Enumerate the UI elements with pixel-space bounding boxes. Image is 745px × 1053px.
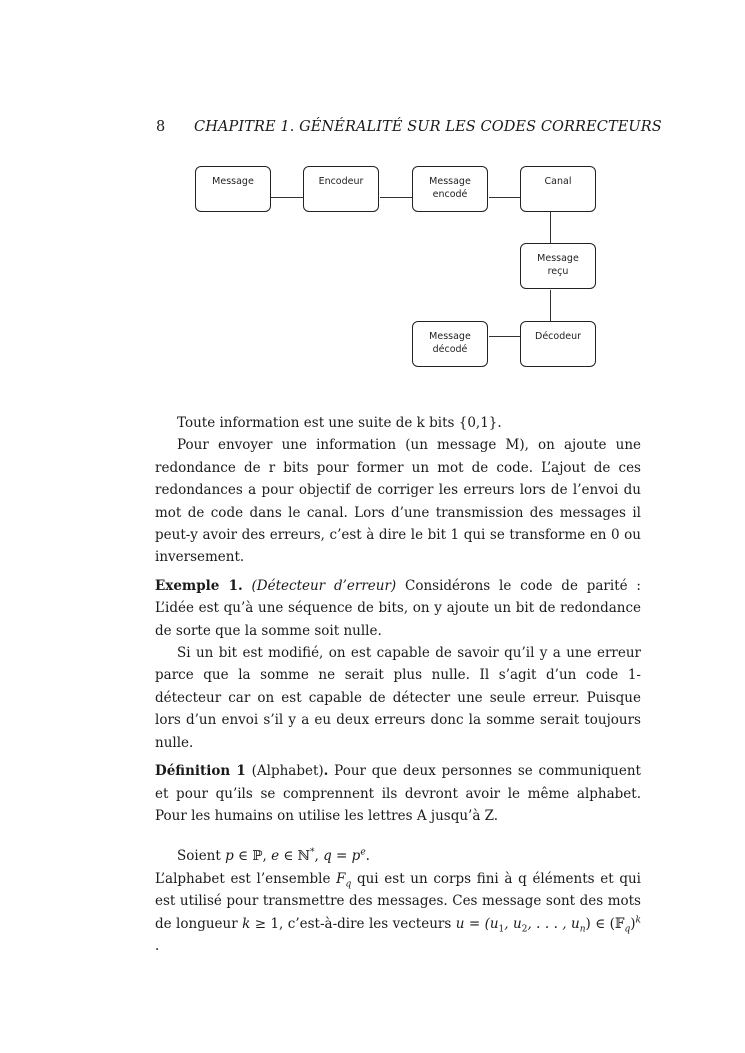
connector-decodeur-decode <box>489 336 521 337</box>
alphabet-vectors: c’est-à-dire les vecteurs <box>283 915 456 932</box>
math-end-2: . <box>155 937 160 954</box>
math-set-N: ℕ <box>297 848 310 865</box>
math-sub-1: 1 <box>498 924 505 935</box>
alphabet-pre: L’alphabet est l’ensemble <box>155 870 337 887</box>
math-u2: , u <box>504 915 522 932</box>
math-p: p <box>225 848 234 865</box>
box-decodeur <box>520 321 596 367</box>
body-text <box>155 412 641 957</box>
box-message-recu-line1: Message <box>537 253 579 264</box>
connector-encodeur-encode <box>380 197 412 198</box>
math-set-P: ℙ <box>252 848 263 865</box>
connector-message-encodeur <box>271 197 303 198</box>
example-title: (Détecteur d’erreur) <box>251 577 397 594</box>
paragraph-redondance: Pour envoyer une information (un message M), on ajoute une redondance de r bits pour former un mot de code. L’ajout de ces redondances a pour objectif de corriger les erreurs lors de l’envoi du mot de code dans le canal. Lors d’une transmission des messages il peut-y avoir des erreurs, c’est à dire le bit 1 qui se transforme en 0 ou inversement. <box>155 437 641 566</box>
math-q: q <box>323 848 332 865</box>
soient-line <box>155 845 641 867</box>
math-sub-2: 2 <box>521 924 528 935</box>
connector-recu-decodeur <box>550 290 551 321</box>
box-message-recu-line2: reçu <box>547 266 569 277</box>
math-geq: ≥ 1, <box>250 915 284 932</box>
box-canal-label: Canal <box>544 176 572 187</box>
box-message-decode-line1: Message <box>429 331 471 342</box>
paragraph-detection: Si un bit est modifié, on est capable de savoir qu’il y a une erreur parce que la somme ne serait plus nulle. Il s’agit d’un code 1-détecteur car on est capable de détecter une seule erreur. Puisque lors d’un envoi s’il y a eu deux erreurs donc la somme serait toujours nulle. <box>155 645 641 751</box>
math-vec: u = (u <box>455 915 499 932</box>
definition-title: (Alphabet) <box>245 763 324 780</box>
math-e: e <box>271 848 280 865</box>
math-comma-1: , <box>262 848 272 865</box>
math-close: ) ∈ ( <box>585 915 615 932</box>
math-Fq: 𝔽 <box>614 915 625 932</box>
box-encodeur <box>303 166 379 212</box>
math-sup-k: k <box>635 915 642 926</box>
alphabet-post: qui est un corps fini à q éléments et qui est utilisé pour transmettre des messages. Ces message sont des mots de longueur <box>155 870 641 932</box>
example-label: Exemple 1. <box>155 577 243 594</box>
example-block <box>155 575 641 642</box>
math-k: k <box>242 915 251 932</box>
definition-text: Pour que deux personnes se communiquent et pour qu’ils se comprennent ils devront avoir le même alphabet. Pour les humains on utilise les lettres A jusqu’à Z. <box>155 763 641 824</box>
soient-lead: Soient <box>177 848 226 865</box>
math-sub-n: n <box>579 924 586 935</box>
connector-encode-canal <box>489 197 521 198</box>
box-encodeur-label: Encodeur <box>318 176 364 187</box>
math-close-2: ) <box>630 915 636 932</box>
math-sup-e: e <box>360 847 366 858</box>
math-sub-q-2: q <box>624 924 631 935</box>
example-text: Considérons le code de parité : L’idée est qu’à une séquence de bits, on y ajoute un bit de redondance de sorte que la somme soit nulle. <box>155 577 641 639</box>
transmission-diagram <box>185 160 610 380</box>
definition-label: Définition 1 <box>155 763 246 780</box>
math-in-2: ∈ <box>279 848 298 865</box>
connector-canal-recu <box>550 212 551 243</box>
definition-dot: . <box>323 763 329 780</box>
math-in-1: ∈ <box>233 848 253 865</box>
box-message-encode-line1: Message <box>429 176 471 187</box>
box-message-decode <box>412 321 488 367</box>
math-p-2: p <box>351 848 361 865</box>
alphabet-paragraph <box>155 868 641 958</box>
box-message-decode-line2: décodé <box>432 344 468 355</box>
paragraph-bits: Toute information est une suite de k bits {0,1}. <box>177 415 502 431</box>
definition-block <box>155 760 641 827</box>
math-end: . <box>365 848 370 865</box>
box-message-encode <box>412 166 488 212</box>
box-decodeur-label: Décodeur <box>535 331 581 342</box>
math-dots: , . . . , u <box>527 915 580 932</box>
math-sub-q: q <box>345 879 352 890</box>
box-message-encode-line2: encodé <box>432 189 468 200</box>
math-comma-2: , <box>314 848 324 865</box>
math-F: F <box>336 870 346 887</box>
math-eq: = <box>331 848 352 865</box>
box-message <box>195 166 271 212</box>
running-header: CHAPITRE 1. GÉNÉRALITÉ SUR LES CODES CORRECTEURS <box>194 119 662 135</box>
box-canal <box>520 166 596 212</box>
box-message-recu <box>520 243 596 289</box>
page-number: 8 <box>156 119 166 135</box>
math-star: * <box>310 847 315 858</box>
box-message-label: Message <box>212 176 254 187</box>
